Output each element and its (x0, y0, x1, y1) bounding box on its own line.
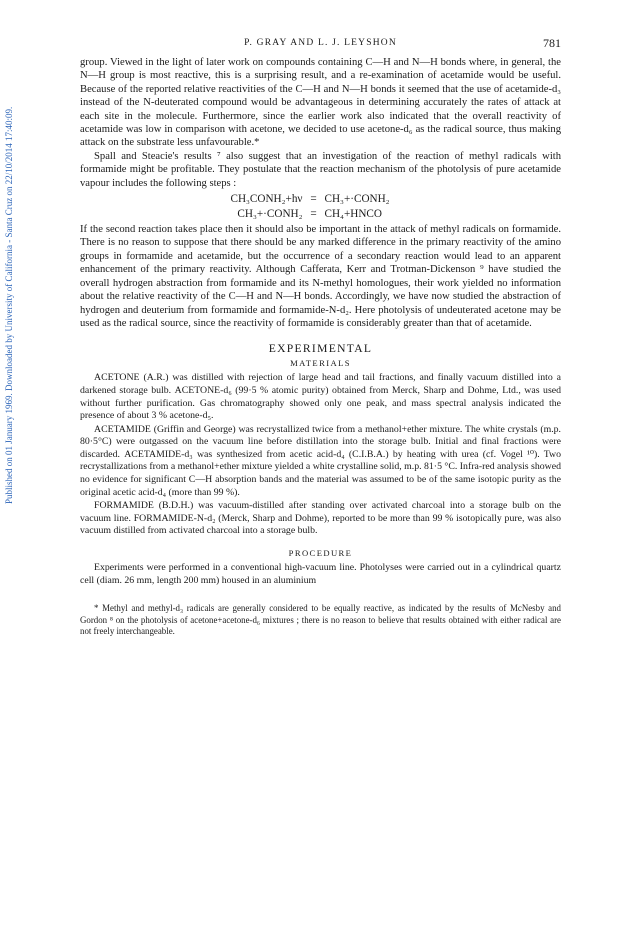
acetamide-label: ACETAMIDE (94, 423, 151, 435)
formamide-text-2: -N-d₂ (Merck, Sharp and Dohme), reported to be more than 99 % isotopically pure, was also vacuum distilled from activated charcoal into a storage bulb. (80, 512, 561, 537)
page-number: 781 (543, 36, 561, 50)
footnote: * Methyl and methyl-d₃ radicals are generally considered to be equally reactive, as indicated by the results of McNesby and Gordon ⁸ on the photolysis of acetone+acetone-d₆ mixtures ; there is no reason to believe that results obtained with either radical are not freely interchangeable. (80, 603, 561, 637)
acetamide-d3-label: ACETAMIDE (124, 448, 182, 460)
equation-1-rhs: CH₃+·CONH₂ (324, 193, 390, 206)
intro-paragraph-3: If the second reaction takes place then it should also be important in the attack of methyl radicals on formamide. There is no reason to suppose that there should be any marked difference in the primary reactivity of the amino groups in formamide and acetamide, but the occurrence of a secondary reaction would lead to an apparent enhancement of the primary reactivity. Although Cafferata, Kerr and Trotman-Dickenson ⁹ have studied the overall hydrogen abstraction from formamide and its N-methyl homologues, their work yielded no information about the relative reactivity of the C—H and N—H bonds. Accordingly, we have now studied the abstraction of hydrogen and deuterium from formamide and formamide-N-d₂. Here photolysis of undeuterated acetone may be used as the radical source, since the reactivity of formamide is considerably greater than that of acetamide. (80, 224, 561, 329)
subsection-heading-materials: MATERIALS (290, 358, 351, 369)
equation-1-lhs: CH₃CONH₂+hν (230, 193, 303, 206)
reaction-equations (80, 192, 561, 221)
equation-2-op: = (310, 207, 317, 220)
formamide-label: FORMAMIDE (94, 500, 154, 512)
materials-formamide (80, 500, 561, 538)
equation-2-lhs: CH₃+·CONH₂ (237, 207, 303, 220)
acetone-grade: (A.R.) (139, 372, 173, 384)
procedure-paragraph: Experiments were performed in a conventional high-vacuum line. Photolyses were carried out in a cylindrical quartz cell (diam. 26 mm, length 200 mm) housed in an aluminium (80, 562, 561, 586)
acetamide-text-2: -d₃ was synthesized from acetic acid-d₄ (C.I.B.A.) by heating with urea (cf. Vogel ¹⁰). Two recrystallizations from a methanol+ether mixture yielded a white crystalline solid, m.p. 81·5 °C. Infra-red analysis showed no evidence for significant C—H absorption bands and the material was assumed to be of the same isotopic purity as the original acetic acid-d₄ (more than 99 %). (80, 448, 561, 498)
equation-2 (80, 207, 561, 222)
formamide-nd2-label: FORMAMIDE (133, 512, 194, 524)
acetamide-text-1: (Griffin and George) was recrystallized twice from a methanol+ether mixture. The white crystals (m.p. 80·5°C) were outgassed on the vacuum line before distillation into the storage bulb. Initial and final fractions were discarded. (80, 423, 561, 460)
formamide-text-1: (B.D.H.) was vacuum-distilled after standing over activated charcoal into a storage bulb on the vacuum line. (80, 500, 561, 524)
page-body (80, 38, 561, 638)
acetone-label: ACETONE (94, 372, 140, 384)
subsection-heading-procedure: PROCEDURE (288, 548, 353, 559)
equation-1-op: = (310, 193, 317, 206)
equation-2-rhs: CH₄+HNCO (324, 207, 382, 220)
running-header (80, 38, 561, 56)
materials-acetone (80, 372, 561, 422)
header-authors: P. GRAY AND L. J. LEYSHON (244, 38, 397, 48)
acetone-text-2: -d₆ (99·5 % atomic purity) obtained from Merck, Sharp and Dohme, Ltd., was used without further purification. Gas chromatography showed only one peak, and mass spectral analysis indicated the presence of about 3 % acetone-d₅. (80, 384, 562, 422)
acetone-d6-label: ACETONE (174, 384, 221, 396)
intro-paragraph-2: Spall and Steacie's results ⁷ also suggest that an investigation of the reaction of methyl radicals with formamide might be profitable. They postulate that the reaction mechanism of the photolysis of pure acetamide vapour includes the following steps : (80, 150, 561, 189)
acetone-text-1: was distilled with rejection of large head and tail fractions, and finally vacuum distilled into a darkened storage bulb. (80, 372, 561, 396)
publication-sidebar-note: Published on 01 January 1969. Downloaded by University of California - Santa Cruz on 22/10/2014 17:40:09. (4, 106, 14, 504)
section-heading-experimental: EXPERIMENTAL (268, 342, 373, 356)
materials-acetamide (80, 424, 561, 500)
intro-paragraph-1: group. Viewed in the light of later work on compounds containing C—H and N—H bonds where, in general, the N—H group is most reactive, this is a surprising result, and a re-examination of acetamide would be useful. Because of the reported relative reactivities of the C—H and N—H bonds it seemed that the use of acetamide-d₃ instead of the N-deuterated compound would be advantageous in determining accurately the rates of attack at each site in the molecule. Furthermore, since the earlier work also indicated that the overall reactivity of acetamide was low in comparison with acetone, we decided to use acetone-d₆ as the radical source, thus making attack on the substrate less unfavourable.* (80, 57, 561, 149)
equation-1 (80, 192, 561, 207)
